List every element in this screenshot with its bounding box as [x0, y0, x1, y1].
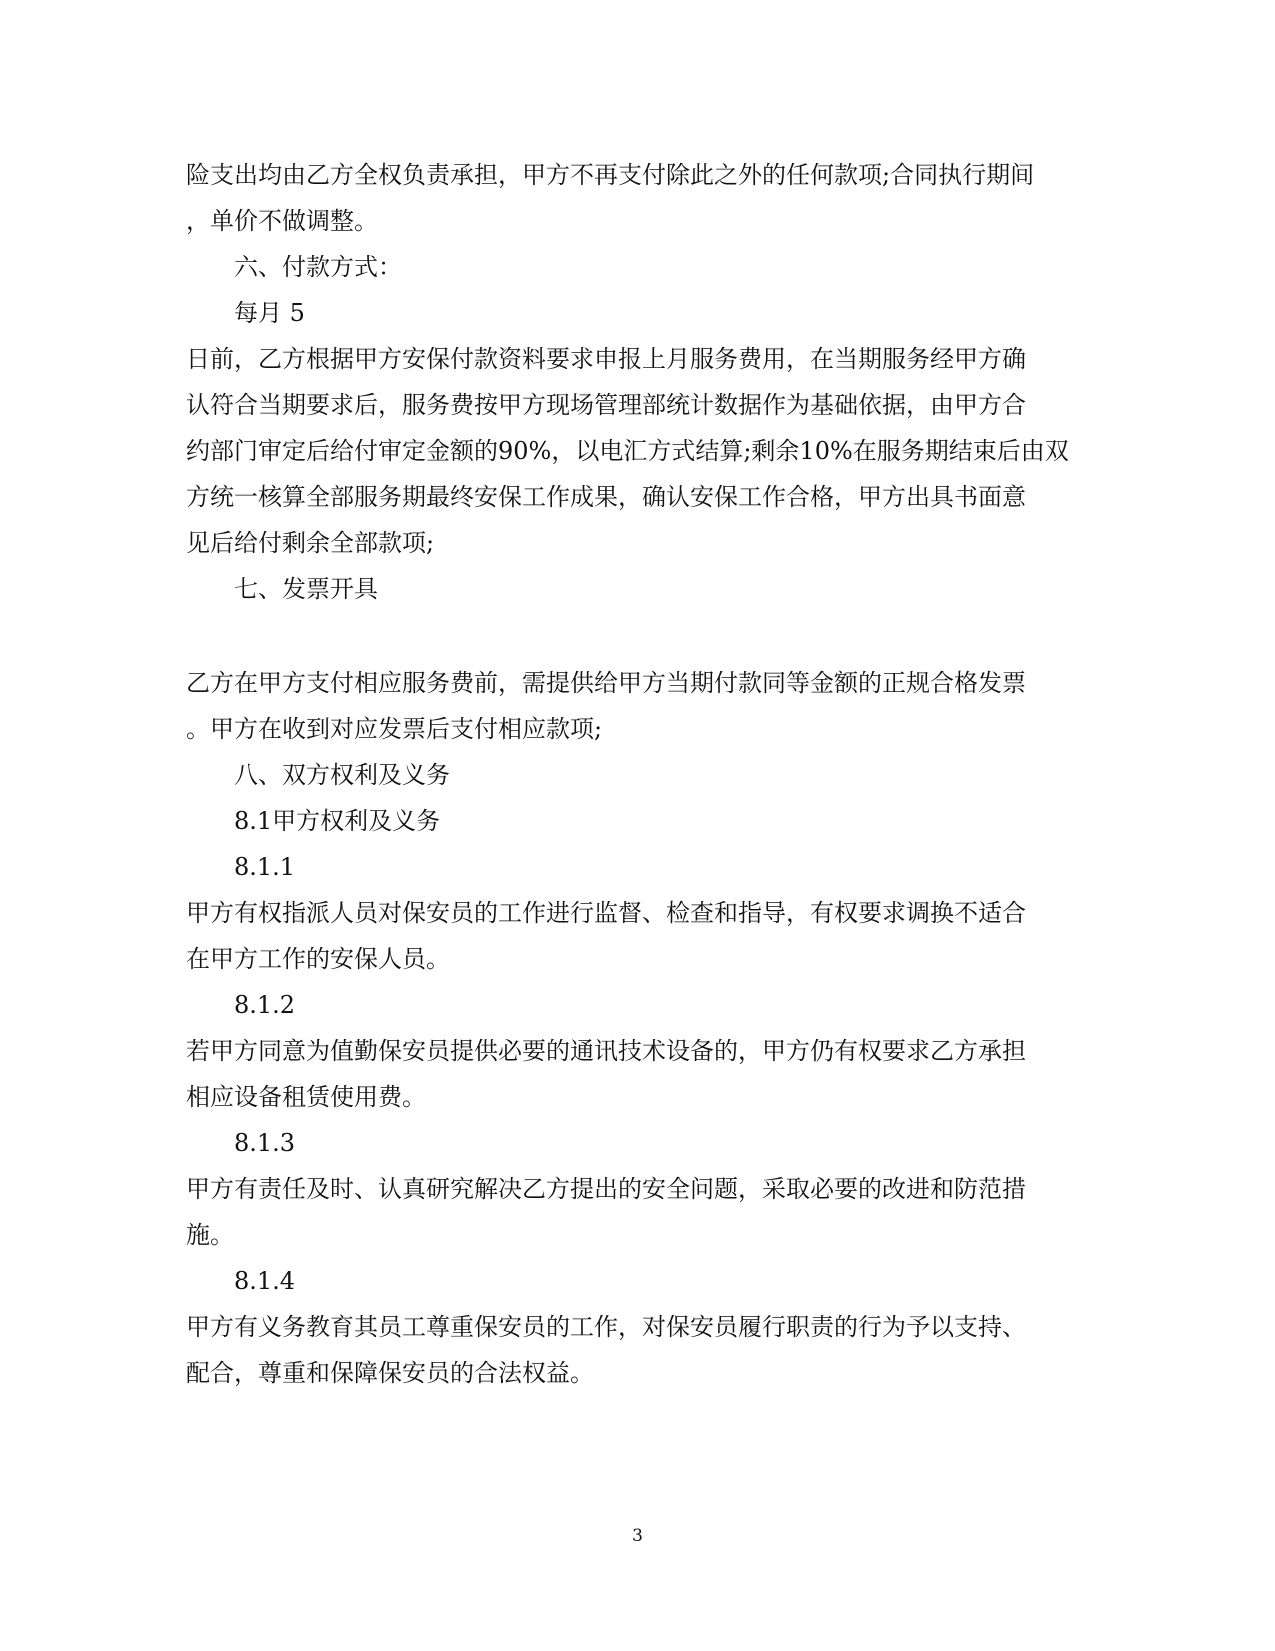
text-line: 配合，尊重和保障保安员的合法权益。 — [186, 1359, 594, 1387]
clause-number: 8.1.2 — [234, 991, 296, 1019]
subsection-heading: 8.1甲方权利及义务 — [234, 807, 441, 835]
text-line: 若甲方同意为值勤保安员提供必要的通讯技术设备的，甲方仍有权要求乙方承担 — [186, 1037, 1026, 1065]
section-heading: 八、双方权利及义务 — [234, 761, 450, 789]
text-line: 认符合当期要求后，服务费按甲方现场管理部统计数据作为基础依据，由甲方合 — [186, 391, 1026, 419]
text-line: 施。 — [186, 1221, 234, 1249]
text-line: 约部门审定后给付审定金额的90%，以电汇方式结算;剩余10%在服务期结束后由双 — [186, 437, 1069, 465]
page-number: 3 — [632, 1526, 643, 1546]
text-line: 日前，乙方根据甲方安保付款资料要求申报上月服务费用，在当期服务经甲方确 — [186, 345, 1026, 373]
clause-number: 8.1.3 — [234, 1129, 296, 1157]
text-line: ，单价不做调整。 — [186, 207, 378, 235]
text-line: 。甲方在收到对应发票后支付相应款项; — [186, 715, 603, 743]
clause-number: 8.1.4 — [234, 1267, 296, 1295]
text-line: 相应设备租赁使用费。 — [186, 1083, 426, 1111]
clause-number: 8.1.1 — [234, 853, 296, 881]
section-heading: 六、付款方式： — [234, 253, 402, 281]
section-heading: 七、发票开具 — [234, 575, 378, 603]
text-line: 险支出均由乙方全权负责承担，甲方不再支付除此之外的任何款项;合同执行期间 — [186, 161, 1035, 189]
text-line: 乙方在甲方支付相应服务费前，需提供给甲方当期付款同等金额的正规合格发票 — [186, 669, 1026, 697]
text-line: 甲方有义务教育其员工尊重保安员的工作，对保安员履行职责的行为予以支持、 — [186, 1313, 1026, 1341]
text-line: 每月 5 — [234, 299, 305, 327]
text-line: 在甲方工作的安保人员。 — [186, 945, 450, 973]
text-line: 甲方有责任及时、认真研究解决乙方提出的安全问题，采取必要的改进和防范措 — [186, 1175, 1026, 1203]
text-line: 方统一核算全部服务期最终安保工作成果，确认安保工作合格，甲方出具书面意 — [186, 483, 1026, 511]
text-line: 甲方有权指派人员对保安员的工作进行监督、检查和指导，有权要求调换不适合 — [186, 899, 1026, 927]
text-line: 见后给付剩余全部款项; — [186, 529, 435, 557]
